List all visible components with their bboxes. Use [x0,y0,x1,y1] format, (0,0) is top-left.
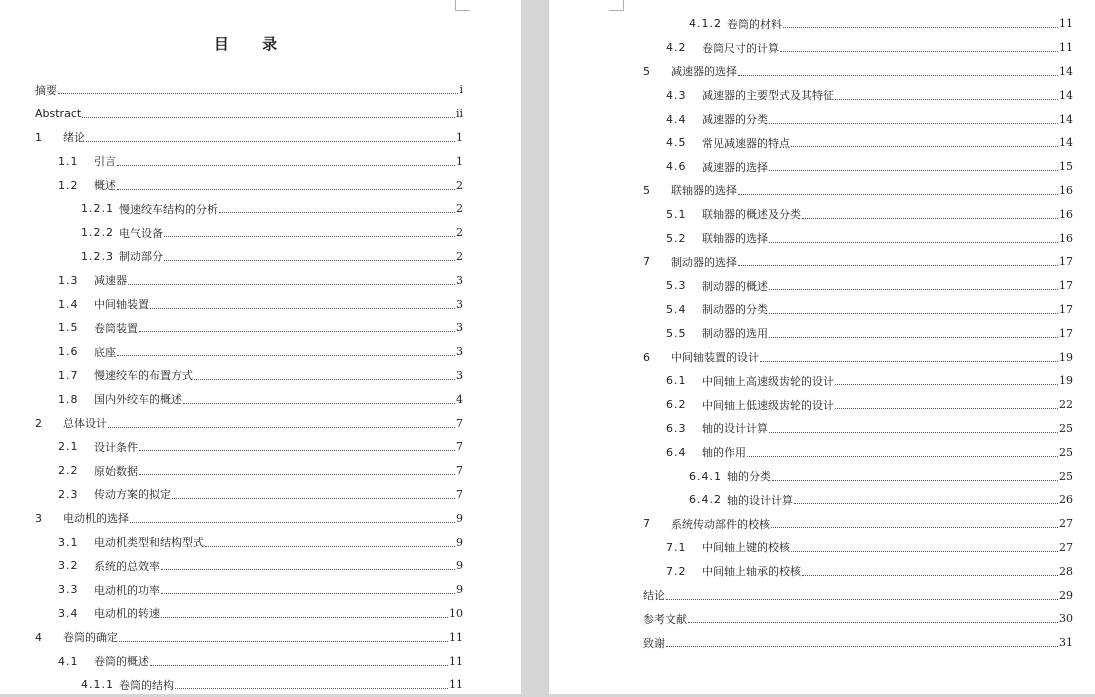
dot-leader [139,450,455,451]
toc-entry[interactable] [35,316,463,340]
toc-entry-title: 中间轴上键的校核 [702,541,790,555]
toc-entry-page: 14 [1059,112,1073,126]
toc-entry-number: 4.4 [666,112,687,126]
toc-entry-title: 中间轴装置的设计 [671,351,759,365]
dot-leader [802,218,1058,219]
toc-entry-page: 14 [1059,136,1073,150]
dot-leader [835,408,1058,409]
dot-leader [769,337,1058,338]
toc-entry-page: 22 [1059,398,1073,412]
toc-entry-page: 2 [456,226,463,240]
toc-entry-page: 3 [456,321,463,335]
toc-entry-number: 3 [35,511,43,525]
toc-entry-page: 7 [456,416,463,430]
toc-entry[interactable] [643,83,1073,107]
dot-leader [161,593,455,594]
toc-entry[interactable] [643,583,1073,607]
toc-entry-number: 4.1.1 [81,678,114,692]
toc-entry-title: 致谢 [643,636,665,650]
toc-entry-title: 慢速绞车结构的分析 [119,202,218,216]
toc-entry-title: 卷筒的确定 [63,631,118,645]
toc-entry-title: 中间轴上高速级齿轮的设计 [702,374,834,388]
toc-entry-title: 摘要 [35,83,57,97]
toc-entry-title: 国内外绞车的概述 [94,393,182,407]
toc-entry[interactable] [643,536,1073,560]
dot-leader [769,123,1058,124]
toc-entry[interactable] [35,245,463,269]
toc-entry-page: 4 [456,392,463,406]
toc-entry[interactable] [643,107,1073,131]
toc-entry[interactable] [643,321,1073,345]
toc-entry-number: 4.2 [666,41,687,55]
dot-leader [747,456,1058,457]
toc-entry[interactable] [643,440,1073,464]
toc-entry-title: 绪论 [63,131,85,145]
toc-entry-page: 17 [1059,279,1073,293]
toc-entry-title: 电动机的选择 [63,512,129,526]
toc-entry-title: 电动机的功率 [94,583,160,597]
toc-entry-page: 29 [1059,588,1073,602]
dot-leader [791,551,1058,552]
toc-entry-page: 11 [1059,41,1073,55]
toc-entry[interactable] [643,417,1073,441]
page-gutter [521,0,549,694]
toc-entry[interactable] [35,364,463,388]
toc-entry-title: 联轴器的选择 [671,184,737,198]
toc-entry-page: 2 [456,178,463,192]
dot-leader [771,527,1058,528]
toc-entry-page: 3 [456,345,463,359]
toc-entry-number: 2.2 [58,464,79,478]
toc-entry-title: 电气设备 [119,226,163,240]
toc-entry[interactable] [35,340,463,364]
dot-leader [172,498,455,499]
toc-entry[interactable] [35,483,463,507]
dot-leader [161,617,448,618]
dot-leader [783,27,1058,28]
toc-entry[interactable] [643,36,1073,60]
toc-entry[interactable] [35,673,463,697]
toc-entry[interactable] [35,102,463,126]
toc-entry-title: 减速器的选择 [702,160,768,174]
toc-entry[interactable] [35,506,463,530]
toc-entry-title: 制动部分 [119,250,163,264]
toc-entry-page: 27 [1059,517,1073,531]
toc-entry-number: 4.5 [666,136,687,150]
toc-entry-title: 系统的总效率 [94,559,160,573]
toc-entry-title: 总体设计 [63,417,107,431]
toc-entry-title: 制动器的选择 [671,255,737,269]
toc-entry-number: 5 [643,183,651,197]
toc-entry-page: 1 [456,154,463,168]
toc-entry[interactable] [35,126,463,150]
toc-entry-page: 26 [1059,493,1073,507]
toc-entry-title: 引言 [94,155,116,169]
toc-entry-title: 中间轴装置 [94,298,149,312]
toc-entry[interactable] [35,578,463,602]
toc-entry-number: 1.3 [58,273,79,287]
toc-entry-number: 2 [35,416,43,430]
toc-entry[interactable] [643,12,1073,36]
toc-entry-page: 10 [449,606,463,620]
toc-entry-page: 9 [456,559,463,573]
dot-leader [760,361,1058,362]
toc-entry-number: 4.6 [666,160,687,174]
toc-entry-page: 1 [456,130,463,144]
toc-entry-page: 27 [1059,540,1073,554]
toc-entry-title: 轴的分类 [727,470,771,484]
toc-entry-title: 减速器 [94,274,127,288]
dot-leader [86,141,455,142]
dot-leader [139,331,455,332]
toc-entry[interactable] [643,488,1073,512]
toc-entry-number: 3.2 [58,559,79,573]
dot-leader [666,599,1058,600]
toc-entry-number: 1.1 [58,154,79,168]
toc-entry-page: 11 [449,678,463,692]
toc-entry-title: 中间轴上低速级齿轮的设计 [702,398,834,412]
toc-entry-number: 5.4 [666,302,687,316]
toc-entry-page: 11 [449,630,463,644]
toc-entry-page: 2 [456,249,463,263]
dot-leader [802,575,1058,576]
toc-entry-title: 卷筒尺寸的计算 [702,41,779,55]
toc-entry-page: 2 [456,202,463,216]
toc-entry[interactable] [643,250,1073,274]
toc-entry-title: 中间轴上轴承的校核 [702,565,801,579]
toc-entry-number: 1.2.3 [81,249,114,263]
toc-entry-title: 轴的作用 [702,446,746,460]
toc-entry-title: 制动器的分类 [702,303,768,317]
toc-entry[interactable] [643,131,1073,155]
toc-entry[interactable] [643,369,1073,393]
toc-entry-page: 3 [456,368,463,382]
toc-entry-number: 1.6 [58,345,79,359]
toc-entry[interactable] [643,512,1073,536]
toc-entry-page: 3 [456,297,463,311]
toc-entry-page: 17 [1059,302,1073,316]
toc-entry-page: 16 [1059,207,1073,221]
toc-entry[interactable] [643,345,1073,369]
toc-entry[interactable] [35,459,463,483]
toc-entry-title: 慢速绞车的布置方式 [94,369,193,383]
toc-entry-page: 14 [1059,64,1073,78]
toc-entry-title: Abstract [35,107,82,121]
toc-entry[interactable] [35,78,463,102]
toc-entry-number: 1.2.2 [81,226,114,240]
toc-entry[interactable] [35,173,463,197]
toc-title: 目 录 [213,35,292,53]
toc-entry-number: 6 [643,350,651,364]
dot-leader [82,117,455,118]
toc-entry-number: 7 [643,517,651,531]
toc-entry-number: 4.1 [58,654,79,668]
toc-entry-page: 25 [1059,469,1073,483]
dot-leader [58,93,458,94]
dot-leader [835,384,1058,385]
toc-entry[interactable] [35,292,463,316]
toc-entry-title: 制动器的选用 [702,327,768,341]
toc-entry-page: 14 [1059,88,1073,102]
toc-entry-number: 5.2 [666,231,687,245]
toc-entry[interactable] [643,559,1073,583]
dot-leader [205,546,455,547]
toc-entry-number: 5 [643,64,651,78]
toc-entry-title: 减速器的分类 [702,113,768,127]
toc-entry-title: 制动器的概述 [702,279,768,293]
toc-entry[interactable] [643,226,1073,250]
dot-leader [794,503,1058,504]
dot-leader [117,355,455,356]
dot-leader [117,165,455,166]
toc-entry-page: 9 [456,535,463,549]
toc-entry-number: 5.1 [666,207,687,221]
crop-mark [455,0,470,11]
toc-entry-number: 2.1 [58,440,79,454]
crop-mark [609,0,624,11]
toc-entry-title: 设计条件 [94,440,138,454]
toc-entry-title: 电动机类型和结构型式 [94,536,204,550]
dot-leader [738,265,1058,266]
toc-entry[interactable] [35,530,463,554]
toc-entry-page: 15 [1059,160,1073,174]
toc-entry[interactable] [35,268,463,292]
toc-entry-title: 卷筒的概述 [94,655,149,669]
toc-entry-number: 1.2 [58,178,79,192]
toc-entry-title: 电动机的转速 [94,607,160,621]
toc-entry[interactable] [643,274,1073,298]
toc-entry-title: 轴的设计计算 [702,422,768,436]
toc-entry-page: 17 [1059,255,1073,269]
toc-entry-title: 传动方案的拟定 [94,488,171,502]
toc-entry-number: 1.4 [58,297,79,311]
dot-leader [183,403,455,404]
toc-list-right [643,12,1073,655]
toc-entry[interactable] [643,393,1073,417]
toc-entry-title: 卷筒的结构 [119,678,174,692]
toc-list-left [35,78,463,697]
dot-leader [164,236,455,237]
dot-leader [175,688,448,689]
toc-entry-page: 7 [456,487,463,501]
toc-entry-title: 原始数据 [94,464,138,478]
toc-entry-page: 16 [1059,183,1073,197]
toc-entry[interactable] [643,155,1073,179]
toc-entry-page: 30 [1059,612,1073,626]
toc-entry[interactable] [35,649,463,673]
toc-entry[interactable] [35,411,463,435]
toc-entry-page: ii [455,107,463,121]
toc-entry-number: 4.1.2 [689,17,722,31]
toc-entry-page: 28 [1059,564,1073,578]
toc-entry-page: 19 [1059,374,1073,388]
toc-entry-title: 系统传动部件的校核 [671,517,770,531]
toc-entry-number: 3.3 [58,583,79,597]
toc-entry-number: 3.4 [58,606,79,620]
toc-entry[interactable] [35,149,463,173]
toc-entry-number: 2.3 [58,487,79,501]
toc-entry-number: 1.7 [58,368,79,382]
toc-entry-title: 卷筒装置 [94,321,138,335]
toc-entry-page: 31 [1059,636,1073,650]
toc-entry[interactable] [643,607,1073,631]
toc-entry-number: 6.2 [666,398,687,412]
toc-entry-title: 参考文献 [643,612,687,626]
dot-leader [130,522,455,523]
toc-entry[interactable] [643,631,1073,655]
toc-entry-number: 6.4.2 [689,493,722,507]
dot-leader [835,99,1058,100]
dot-leader [164,260,455,261]
toc-entry-number: 6.3 [666,421,687,435]
toc-entry-number: 1.5 [58,321,79,335]
toc-entry-title: 联轴器的选择 [702,232,768,246]
toc-entry-page: 9 [456,583,463,597]
toc-entry-number: 6.4.1 [689,469,722,483]
toc-entry[interactable] [35,435,463,459]
toc-entry[interactable] [643,298,1073,322]
toc-entry-page: 3 [456,273,463,287]
dot-leader [769,170,1058,171]
toc-entry[interactable] [35,554,463,578]
dot-leader [769,289,1058,290]
dot-leader [128,284,455,285]
toc-entry[interactable] [643,202,1073,226]
toc-entry-number: 1.2.1 [81,202,114,216]
toc-entry-title: 常见减速器的特点 [702,136,790,150]
toc-entry-number: 7 [643,255,651,269]
toc-entry-number: 7.1 [666,540,687,554]
toc-entry-page: 7 [456,440,463,454]
dot-leader [194,379,455,380]
dot-leader [108,427,455,428]
toc-entry[interactable] [35,625,463,649]
dot-leader [150,308,455,309]
toc-entry-number: 3.1 [58,535,79,549]
toc-entry-page: 17 [1059,326,1073,340]
dot-leader [769,313,1058,314]
toc-entry-number: 4 [35,630,43,644]
toc-entry-page: 7 [456,464,463,478]
toc-entry-page: 16 [1059,231,1073,245]
toc-entry-page: 25 [1059,421,1073,435]
dot-leader [738,194,1058,195]
toc-entry-number: 1 [35,130,43,144]
dot-leader [119,641,448,642]
dot-leader [666,646,1058,647]
toc-entry-page: 25 [1059,445,1073,459]
toc-entry[interactable] [35,197,463,221]
toc-entry[interactable] [35,221,463,245]
toc-entry[interactable] [643,60,1073,84]
toc-entry[interactable] [643,179,1073,203]
toc-entry-number: 5.3 [666,279,687,293]
toc-entry-number: 6.1 [666,374,687,388]
dot-leader [117,189,455,190]
toc-entry-title: 联轴器的概述及分类 [702,208,801,222]
toc-entry[interactable] [35,602,463,626]
toc-entry-title: 减速器的选择 [671,65,737,79]
toc-entry-page: 11 [1059,17,1073,31]
toc-entry-title: 概述 [94,179,116,193]
toc-entry-title: 轴的设计计算 [727,493,793,507]
toc-entry-page: 11 [449,654,463,668]
toc-entry-page: 19 [1059,350,1073,364]
dot-leader [772,480,1058,481]
dot-leader [738,75,1058,76]
toc-entry-title: 底座 [94,345,116,359]
toc-entry-number: 1.8 [58,392,79,406]
dot-leader [150,665,448,666]
toc-entry-title: 卷筒的材料 [727,17,782,31]
dot-leader [688,622,1058,623]
toc-entry-number: 5.5 [666,326,687,340]
dot-leader [139,474,455,475]
toc-entry-page: 9 [456,511,463,525]
dot-leader [769,242,1058,243]
toc-entry[interactable] [643,464,1073,488]
toc-entry-number: 6.4 [666,445,687,459]
dot-leader [780,51,1058,52]
toc-entry-title: 结论 [643,589,665,603]
toc-entry-page: i [459,83,463,97]
dot-leader [219,212,455,213]
toc-entry-title: 减速器的主要型式及其特征 [702,89,834,103]
toc-entry[interactable] [35,387,463,411]
dot-leader [791,146,1058,147]
dot-leader [769,432,1058,433]
toc-entry-number: 4.3 [666,88,687,102]
toc-entry-number: 7.2 [666,564,687,578]
dot-leader [161,569,455,570]
